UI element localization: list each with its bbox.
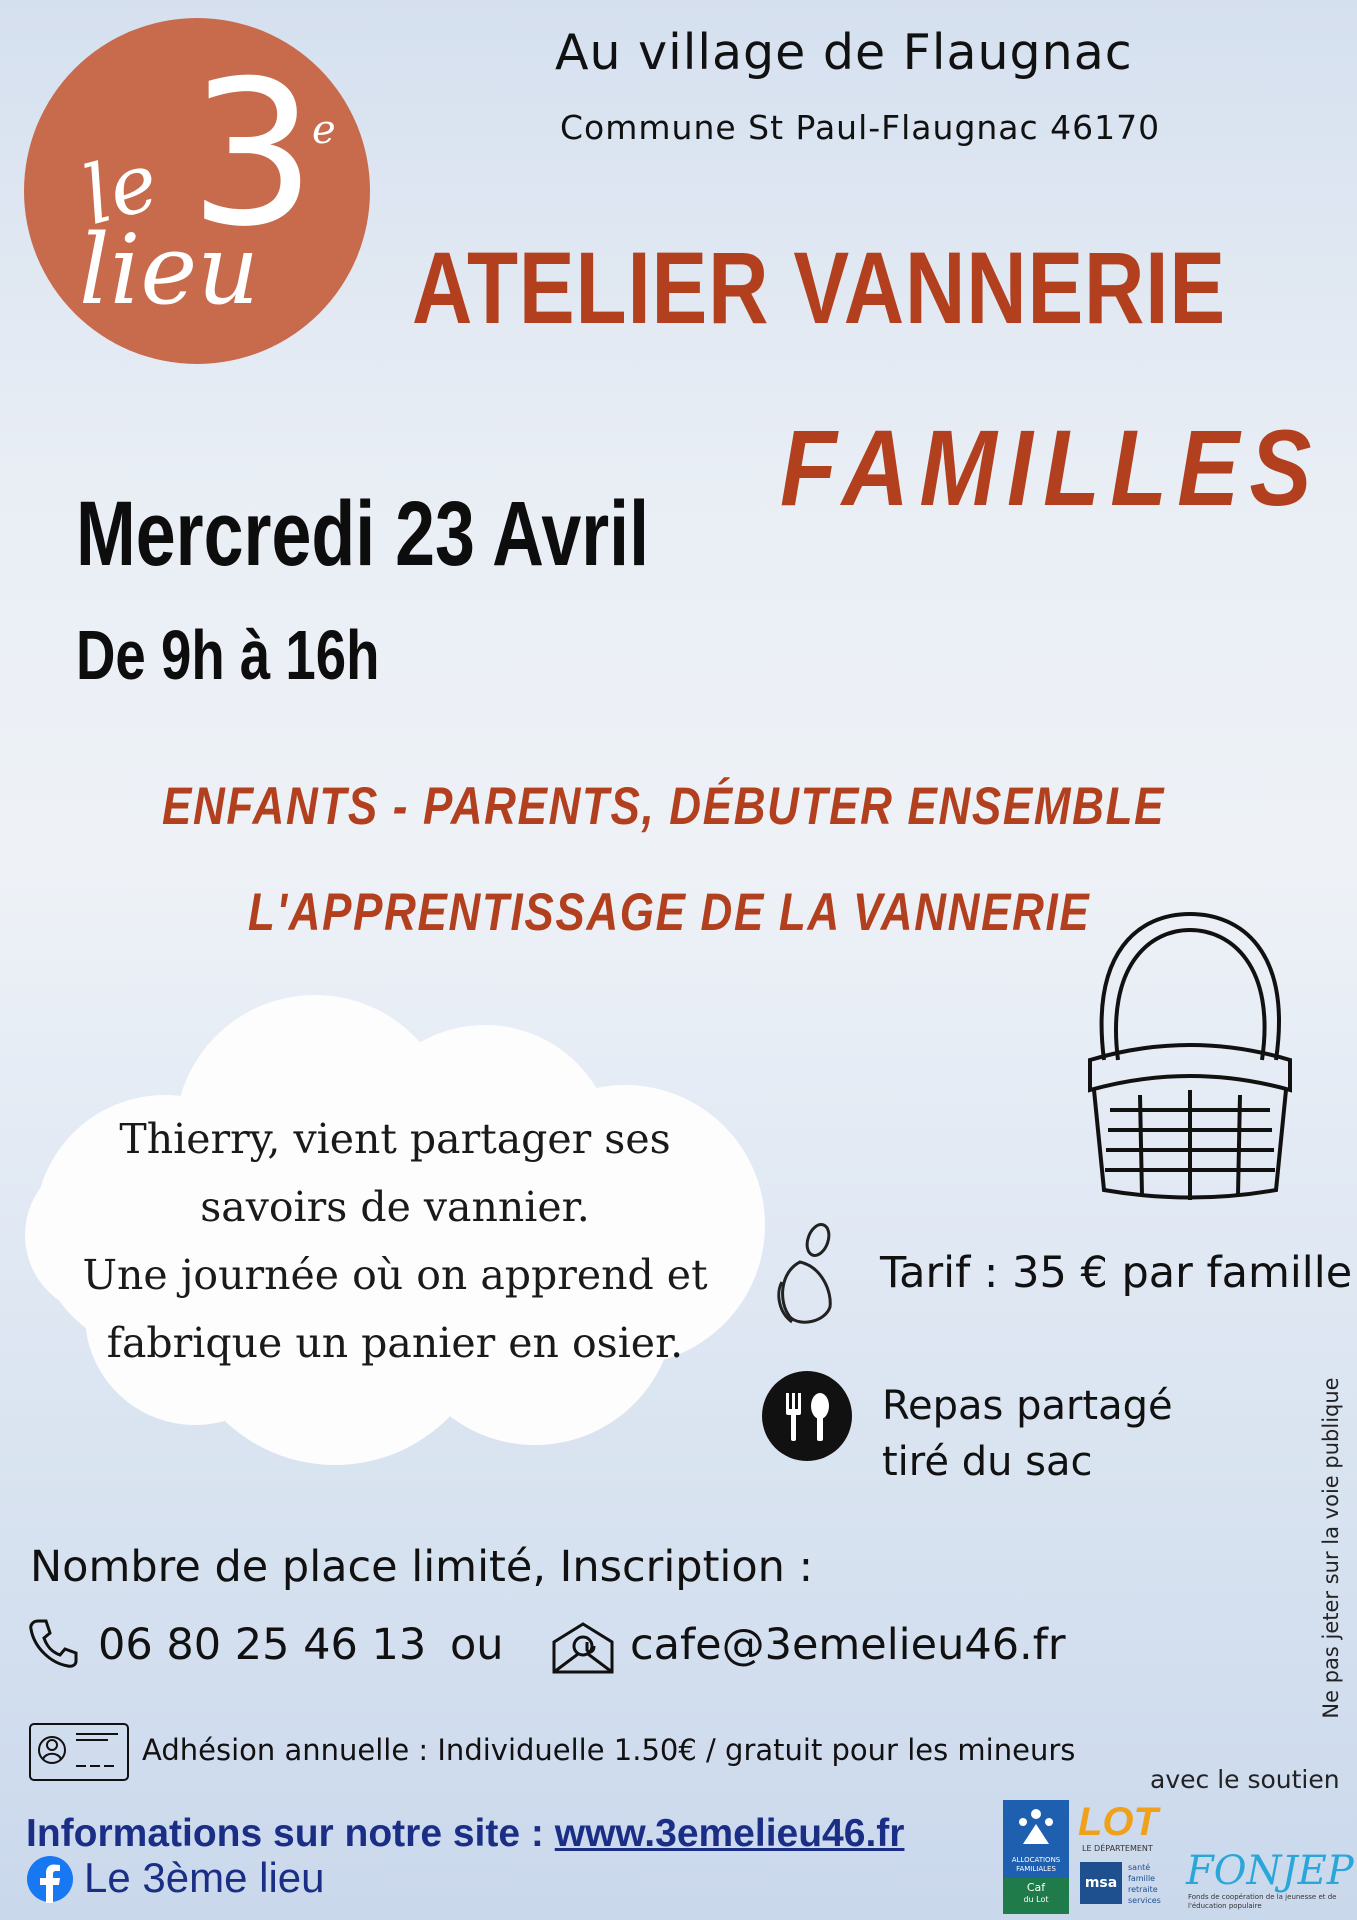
fonjep-logo: FONJEP [1186, 1848, 1354, 1894]
caf-bottom [1003, 1878, 1069, 1914]
inscription-label: Nombre de place limité, Inscription : [30, 1542, 814, 1592]
phone-icon [28, 1617, 80, 1669]
title-atelier-vannerie: ATELIER VANNERIE [412, 231, 1226, 345]
msa-line: santé [1128, 1863, 1151, 1872]
cloud-line: savoirs de vannier. [200, 1183, 590, 1231]
website-link[interactable]: www.3emelieu46.fr [554, 1812, 905, 1855]
website-label: Informations sur notre site : [26, 1812, 555, 1855]
msa-mark: msa [1080, 1862, 1122, 1904]
logo-mark [24, 18, 370, 364]
msa-logo [1080, 1862, 1172, 1906]
repas-line-1: Repas partagé [882, 1383, 1173, 1429]
cutlery-icon [762, 1371, 852, 1461]
subtitle-line-1: ENFANTS - PARENTS, DÉBUTER ENSEMBLE [162, 777, 1166, 836]
repas-text [882, 1378, 1173, 1490]
logo [24, 18, 370, 364]
lot-word: LOT [1078, 1800, 1158, 1844]
event-date: Mercredi 23 Avril [76, 483, 650, 585]
support-label: avec le soutien [1150, 1765, 1340, 1794]
email-link[interactable]: cafe@3emelieu46.fr [630, 1620, 1066, 1670]
side-note-text: Ne pas jeter sur la voie publique [1319, 1376, 1343, 1719]
logo-text-lieu: lieu [79, 214, 260, 326]
adhesion-text: Adhésion annuelle : Individuelle 1.50€ / gratuit pour les mineurs [142, 1733, 1076, 1767]
logo-text-sup: e [312, 107, 336, 153]
fonjep-subtitle: Fonds de coopération de la jeunesse et de l'éducation populaire [1188, 1893, 1337, 1910]
facebook-icon [26, 1855, 74, 1903]
lot-subtitle: LE DÉPARTEMENT [1082, 1844, 1153, 1853]
logo-text-le: le [72, 134, 168, 243]
caf-line-1: ALLOCATIONS [1011, 1856, 1061, 1864]
caf-line-2: FAMILIALES [1016, 1865, 1056, 1873]
subtitle-line-2: L'APPRENTISSAGE DE LA VANNERIE [248, 883, 1091, 942]
cloud-line: fabrique un panier en osier. [106, 1319, 684, 1367]
caf-emblem [1003, 1800, 1069, 1852]
caf-text [1003, 1852, 1069, 1874]
repas-line-2: tiré du sac [882, 1439, 1093, 1485]
caf-bottom-2: du Lot [1023, 1895, 1049, 1904]
website-info [26, 1812, 904, 1856]
caf-logo [1003, 1800, 1069, 1908]
village-title: Au village de Flaugnac [555, 24, 1133, 81]
cloud-line: Thierry, vient partager ses [119, 1115, 671, 1163]
cloud-line: Une journée où on apprend et [82, 1251, 708, 1299]
tarif-text: Tarif : 35 € par famille [880, 1248, 1353, 1298]
cloud-text [70, 1105, 720, 1377]
logo-text-number: 3 [189, 38, 317, 271]
or-text: ou [450, 1620, 504, 1670]
lot-logo [1078, 1800, 1158, 1853]
commune-subtitle: Commune St Paul-Flaugnac 46170 [560, 108, 1161, 147]
caf-bottom-1: Caf [1026, 1881, 1046, 1894]
side-note [1316, 1376, 1346, 1719]
msa-line: famille [1128, 1874, 1156, 1883]
msa-line: services [1128, 1896, 1161, 1905]
event-hours: De 9h à 16h [76, 616, 380, 694]
msa-text [1128, 1862, 1161, 1906]
phone-number[interactable]: 06 80 25 46 13 [98, 1620, 427, 1670]
facebook-page[interactable]: Le 3ème lieu [84, 1854, 325, 1901]
basket-icon [1080, 910, 1300, 1205]
coins-icon [770, 1222, 842, 1327]
caf-emblem-icon [1003, 1800, 1069, 1852]
msa-line: retraite [1128, 1885, 1158, 1894]
mail-icon [550, 1622, 616, 1674]
title-familles: FAMILLES [780, 407, 1322, 528]
membership-card-icon [28, 1722, 130, 1782]
